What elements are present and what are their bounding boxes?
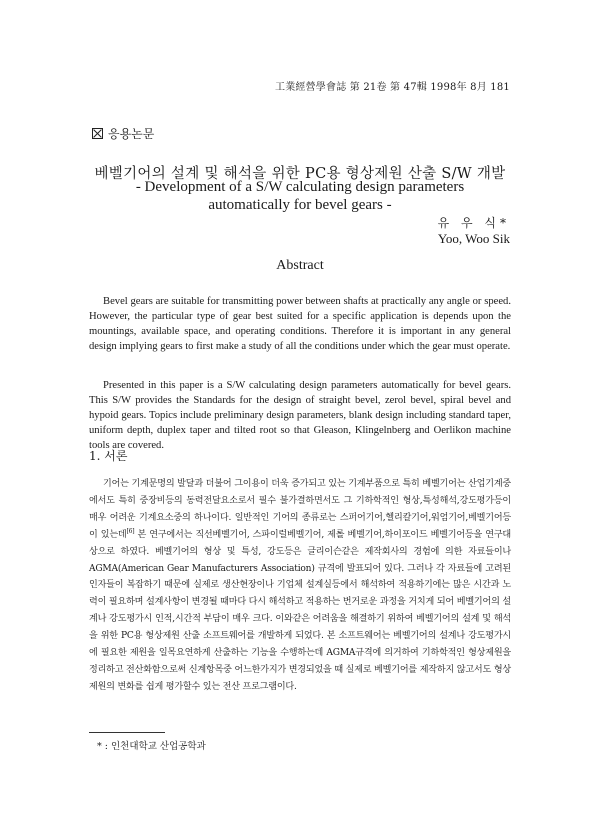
paper-title-english-line1: - Development of a S/W calculating design parameters <box>135 179 465 195</box>
footnote-rule <box>89 732 165 733</box>
section-heading-introduction: 1. 서론 <box>89 449 128 463</box>
reference-marker: [6] <box>126 527 135 535</box>
boxed-x-icon <box>92 128 103 139</box>
intro-text-part2: 본 연구에서는 직선베벨기어, 스파이럴베벨기어, 제롤 베벨기어,하이포이드 베벨기어등을 연구대상으로 하였다. 베벨기어의 형상 및 특성, 강도등은 글리이슨같은 제작회사의 경험에 의한 자료들이나 AGMA(American Gear Manufacturers Association) 규격에 발표되어 있다. 그러나 각 자료들에 고려된 인자들이 복잡하기 때문에 실제로 생산현장이나 기업체 설계실등에서 해석하여 적용하기에는 많은 시간과 노력이 필요하며 설계사항이 변경될 때마다 다시 해석하고 적용하는 번거로운 과정을 거치게 되어 베벨기어의 설계나 강도평가시 인적,시간적 부담이 매우 크다. 이와같은 어려움을 해결하기 위하여 베벨기어의 설계 및 해석을 위한 PC용 형상제원 산출 소프트웨어를 개발하게 되었다. 본 소프트웨어는 베벨기어의 설계나 강도평가시에 필요한 제원을 일목요연하게 산출하는 기능을 수행하는데 AGMA규격에 의거하여 기하학적인 형상제원을 정리하고 전산화함으로써 신계항목중 어느한가지가 변경되었을 때 실제로 베벨기어를 제작하지 않고서도 형상제원의 변화를 쉽게 평가할수 있는 전산 프로그램이다. <box>89 529 511 692</box>
section-tag <box>92 125 154 142</box>
author-name-english: Yoo, Woo Sik <box>437 231 510 246</box>
abstract-paragraph-2: Presented in this paper is a S/W calculating design parameters automatically for bevel gears. This S/W provides the Standards for the design of straight bevel, zerol bevel, spiral bevel and hypoid gears. Topics include preliminary design parameters, blank design including standard taper, uniform depth, duplex taper and tilted root so that Gleason, Klingelnberg and Oerlikon machine tools are covered. <box>89 380 511 452</box>
running-header: 工業經營學會誌 第 21卷 第 47輯 1998年 8月 181 <box>275 82 510 93</box>
paper-title-korean: 베벨기어의 설계 및 해석을 위한 PC용 형상제원 산출 S/W 개발 <box>94 166 506 182</box>
paper-title-english-line2: automatically for bevel gears - <box>208 197 392 213</box>
introduction-paragraph <box>89 476 511 696</box>
author-name-korean: 유 우 식* <box>437 216 510 230</box>
intro-text-part1: 기어는 기계문명의 발달과 더불어 그이용이 더욱 증가되고 있는 기계부품으로 특히 베벨기어는 산업기계중에서도 특히 중장비등의 동력전달요소로서 필수 불가결하면서도 그 기하학적인 형상,특성해석,강도평가등이 매우 어려운 기계요소중의 하나이다. 일반적인 기어의 종류로는 스퍼어기어,헬리칼기어,워엄기어,베벨기어등이 있는데 <box>89 479 511 540</box>
footnote-affiliation: * : 인천대학교 산업공학과 <box>97 741 206 752</box>
section-tag-label: 응용논문 <box>108 127 155 141</box>
abstract-heading: Abstract <box>276 258 324 273</box>
abstract-paragraph-1: Bevel gears are suitable for transmitting power between shafts at practically any angle or speed. However, the particular type of gear best suited for a specific application is depends upon the mountings, available space, and operating conditions. Therefore it is important in any general design implying gears to first make a study of all the conditions under which the gear must operate. <box>89 296 511 353</box>
